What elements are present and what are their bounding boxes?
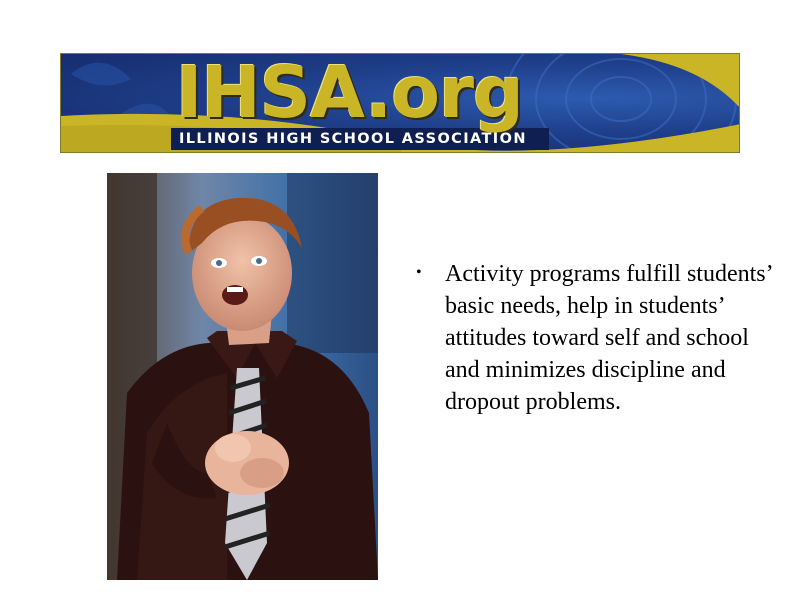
ihsa-logo-text: IHSA.org [176, 53, 523, 134]
bullet-symbol: • [416, 264, 422, 281]
ihsa-tagline: ILLINOIS HIGH SCHOOL ASSOCIATION [179, 131, 527, 147]
student-performer-photo [107, 173, 378, 580]
photo-illustration [107, 173, 378, 580]
bullet-list [416, 258, 786, 418]
ihsa-banner [60, 53, 740, 153]
bullet-item [416, 258, 786, 418]
bullet-text: Activity programs fulfill students’ basic needs, help in students’ attitudes toward self and school and minimizes discipline and dropout problems. [445, 261, 772, 415]
